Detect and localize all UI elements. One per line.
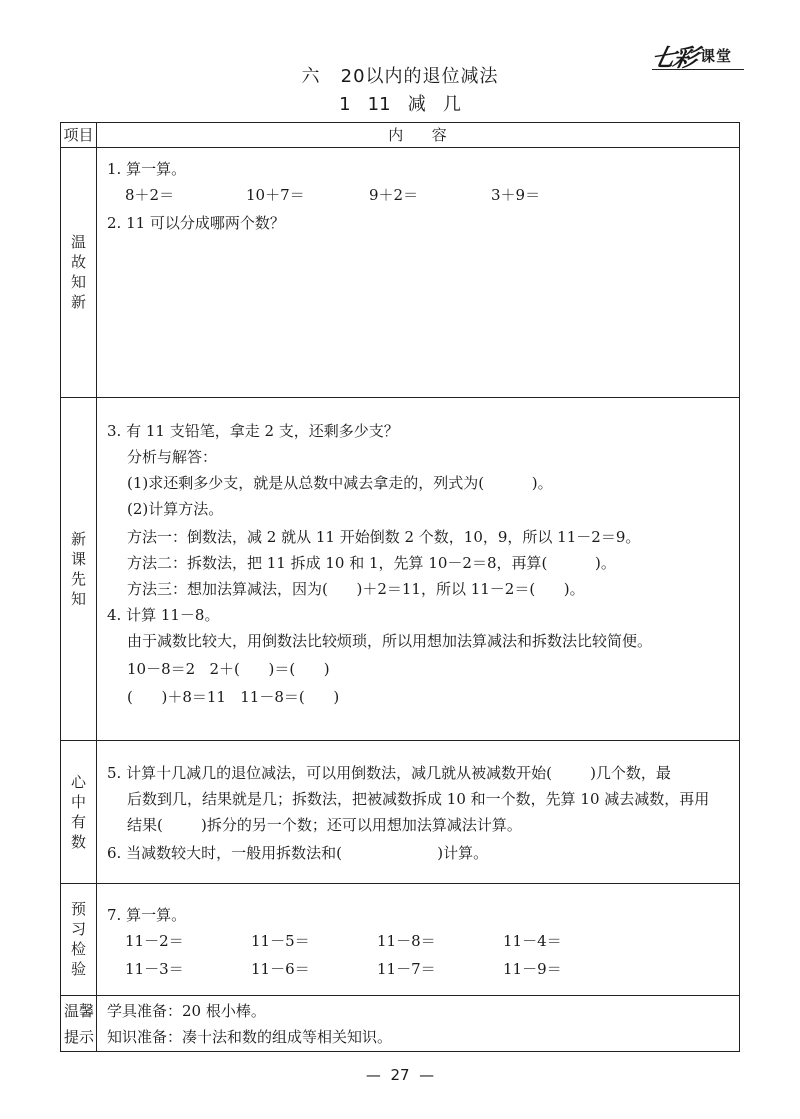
worksheet-table <box>60 122 740 1052</box>
tips-label-1: 温馨 <box>63 1002 94 1020</box>
row-label-preview: 新课先知 <box>70 529 86 608</box>
row-divider <box>61 740 739 741</box>
question-4: 4. 计算 11－8。 <box>107 606 220 624</box>
row-label-summary: 心中有数 <box>70 772 86 851</box>
column-divider <box>96 123 97 1051</box>
q1-item: 9＋2＝ <box>369 186 419 204</box>
question-1: 1. 算一算。 <box>107 160 187 178</box>
q4-note: 由于减数比较大，用倒数法比较烦琐，所以用想加法算减法和拆数法比较简便。 <box>127 632 653 650</box>
analysis-step-1: (1)求还剩多少支，就是从总数中减去拿走的，列式为( )。 <box>127 474 553 492</box>
q7-item: 11－9＝ <box>503 960 562 978</box>
page-number: — 27 — <box>365 1066 435 1084</box>
analysis-heading: 分析与解答： <box>127 448 218 466</box>
row-label-review: 温故知新 <box>70 233 86 311</box>
q7-item: 11－6＝ <box>251 960 310 978</box>
question-5-line-2: 后数到几，结果就是几；拆数法，把被减数拆成 10 和一个数，先算 10 减去减数，再用 <box>127 790 710 808</box>
tips-label-2: 提示 <box>63 1028 94 1046</box>
question-5-line-3: 结果( )拆分的另一个数；还可以用想加法算减法计算。 <box>127 816 522 834</box>
q1-item: 10＋7＝ <box>246 186 305 204</box>
row-divider <box>61 995 739 996</box>
question-6: 6. 当减数较大时，一般用拆数法和( )计算。 <box>107 844 489 862</box>
header-project: 项目 <box>63 126 94 144</box>
question-7: 7. 算一算。 <box>107 906 187 924</box>
q1-item: 3＋9＝ <box>491 186 541 204</box>
q7-item: 11－8＝ <box>377 932 436 950</box>
analysis-step-2: (2)计算方法。 <box>127 500 224 518</box>
q7-item: 11－7＝ <box>377 960 436 978</box>
row-divider <box>61 883 739 884</box>
method-3: 方法三：想加法算减法，因为( )＋2＝11，所以 11－2＝( )。 <box>127 580 585 598</box>
q7-item: 11－4＝ <box>503 932 562 950</box>
lesson-title: 1 11 减 几 <box>339 94 461 115</box>
method-2: 方法二：拆数法，把 11 拆成 10 和 1，先算 10－2＝8，再算( )。 <box>127 554 616 572</box>
question-5-line-1: 5. 计算十几减几的退位减法，可以用倒数法，减几就从被减数开始( )几个数，最 <box>107 764 671 782</box>
q4-line-2: ( )＋8＝11 11－8＝( ) <box>127 688 340 706</box>
q4-line-1: 10－8＝2 2＋( )＝( ) <box>127 660 330 678</box>
brand-word: 课堂 <box>700 47 733 65</box>
row-divider <box>61 397 739 398</box>
q7-item: 11－5＝ <box>251 932 310 950</box>
brand-script: 七彩 <box>648 43 699 72</box>
row-divider <box>61 147 739 148</box>
chapter-title: 六 20以内的退位减法 <box>301 66 499 87</box>
question-3: 3. 有 11 支铅笔，拿走 2 支，还剩多少支？ <box>107 422 399 440</box>
q7-item: 11－2＝ <box>125 932 184 950</box>
tips-line-2: 知识准备：凑十法和数的组成等相关知识。 <box>107 1028 393 1046</box>
q7-item: 11－3＝ <box>125 960 184 978</box>
tips-line-1: 学具准备：20 根小棒。 <box>107 1002 266 1020</box>
header-content: 内 容 <box>388 126 447 144</box>
method-1: 方法一：倒数法，减 2 就从 11 开始倒数 2 个数，10，9，所以 11－2＝9。 <box>127 528 641 546</box>
q1-item: 8＋2＝ <box>125 186 175 204</box>
row-label-check: 预习检验 <box>70 900 86 978</box>
question-2: 2. 11 可以分成哪两个数？ <box>107 214 285 232</box>
